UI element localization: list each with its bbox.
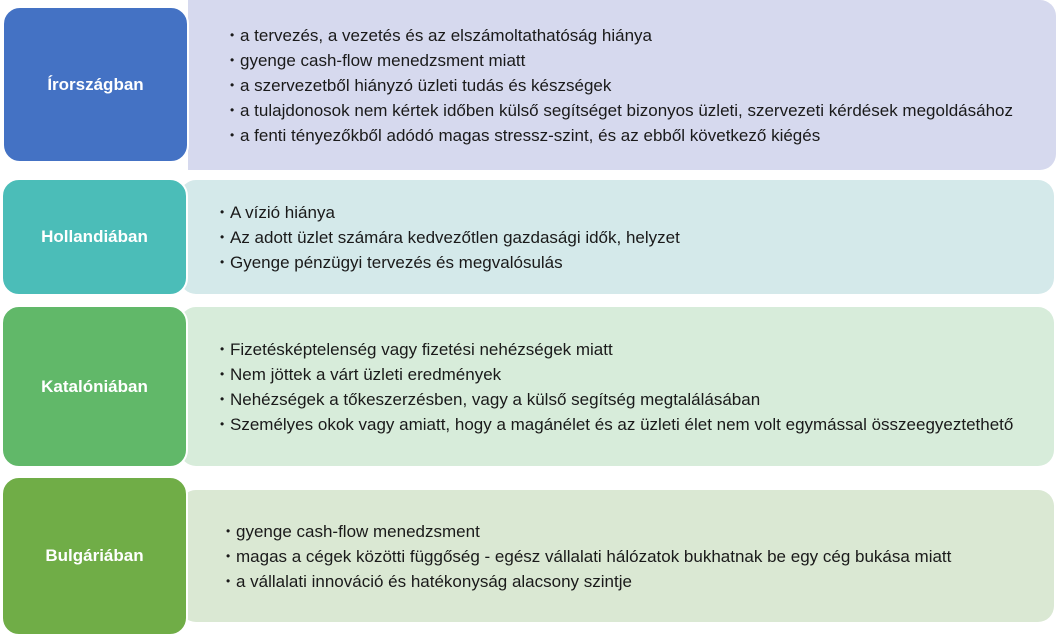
list-item: • Az adott üzlet számára kedvezőtlen gazdasági idők, helyzet bbox=[220, 227, 1040, 248]
list-item: • a tulajdonosok nem kértek időben külső segítséget bizonyos üzleti, szervezeti kérdések megoldásához bbox=[230, 100, 1042, 121]
label-netherlands bbox=[1, 178, 188, 296]
panel-ireland bbox=[188, 0, 1056, 170]
list-item: • gyenge cash-flow menedzsment bbox=[226, 521, 1040, 542]
row-ireland bbox=[0, 0, 1056, 170]
panel-catalonia bbox=[180, 307, 1054, 466]
list-item: • a szervezetből hiányzó üzleti tudás és készségek bbox=[230, 75, 1042, 96]
row-netherlands bbox=[0, 178, 1056, 298]
list-item: • A vízió hiánya bbox=[220, 202, 1040, 223]
label-bulgaria bbox=[1, 476, 188, 636]
label-text: Bulgáriában bbox=[45, 546, 144, 565]
list-item: • Személyes okok vagy amiatt, hogy a magánélet és az üzleti élet nem volt egymással összeegyeztethető bbox=[220, 414, 1040, 435]
list-item: • a tervezés, a vezetés és az elszámoltathatóság hiánya bbox=[230, 25, 1042, 46]
row-catalonia bbox=[0, 305, 1056, 468]
panel-netherlands bbox=[180, 180, 1054, 294]
label-text: Hollandiában bbox=[41, 227, 148, 246]
label-text: Katalóniában bbox=[41, 376, 148, 396]
label-catalonia bbox=[1, 305, 188, 468]
list-item: • gyenge cash-flow menedzsment miatt bbox=[230, 50, 1042, 71]
label-ireland bbox=[2, 6, 189, 163]
list-item: • Nem jöttek a várt üzleti eredmények bbox=[220, 364, 1040, 385]
row-bulgaria bbox=[0, 476, 1056, 636]
list-item: • Gyenge pénzügyi tervezés és megvalósulás bbox=[220, 252, 1040, 273]
list-item: • a fenti tényezőkből adódó magas stressz-szint, és az ebből következő kiégés bbox=[230, 125, 1042, 146]
label-text: Írországban bbox=[47, 74, 144, 94]
list-item: • Nehézségek a tőkeszerzésben, vagy a külső segítség megtalálásában bbox=[220, 389, 1040, 410]
list-item: • a vállalati innováció és hatékonyság alacsony szintje bbox=[226, 571, 1040, 592]
list-item: • magas a cégek közötti függőség - egész vállalati hálózatok bukhatnak be egy cég bukása miatt bbox=[226, 546, 1040, 567]
panel-bulgaria bbox=[180, 490, 1054, 622]
list-item: • Fizetésképtelenség vagy fizetési nehézségek miatt bbox=[220, 339, 1040, 360]
